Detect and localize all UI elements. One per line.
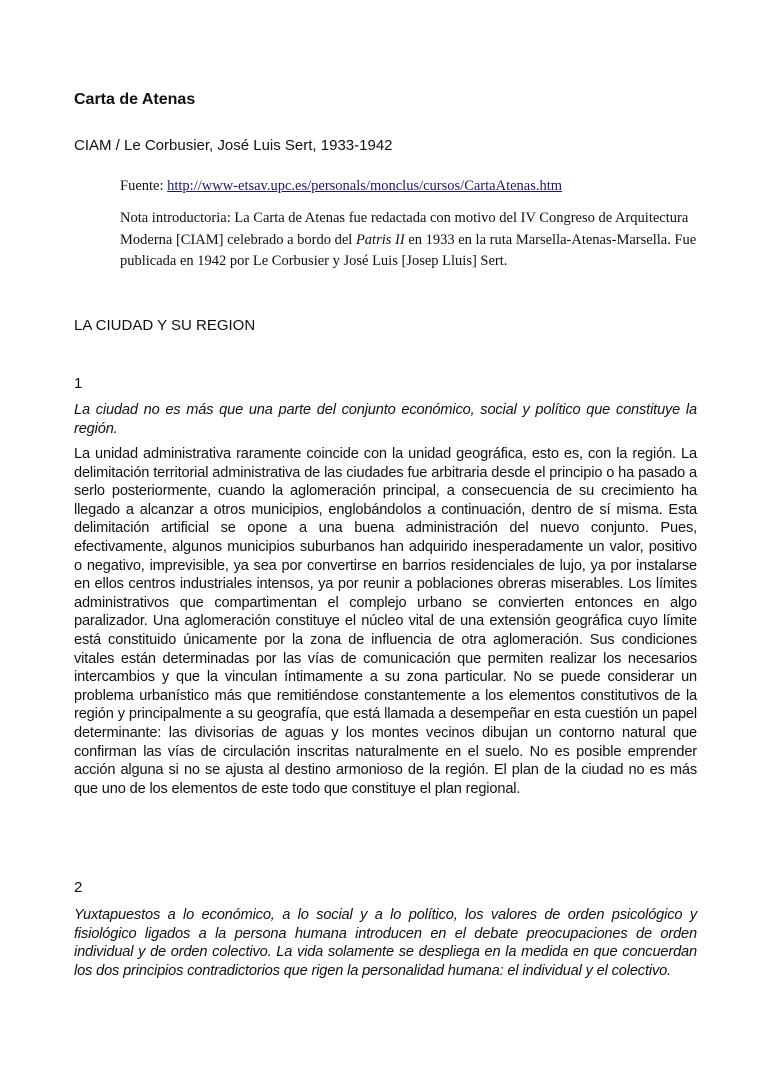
point-thesis: Yuxtapuestos a lo económico, a lo social y a lo político, los valores de orden psicológico y fisiológico ligados a la persona humana introducen en el debate preocupaciones de orden individual y de orden colectivo. La vida solamente se despliega en la medida en que concuerdan los dos principios contradictorios que rigen la personalidad humana: el individual y el colectivo. — [74, 907, 697, 979]
ship-name: Patris II — [355, 231, 405, 248]
point-thesis: La ciudad no es más que una parte del conjunto económico, social y político que constituye la región. — [74, 402, 697, 437]
document-title: Carta de Atenas — [74, 91, 196, 108]
point-body: La unidad administrativa raramente coincide con la unidad geográfica, esto es, con la región. La delimitación territorial administrativa de las ciudades fue arbitraria desde el principio o ha pasado a serlo posteriormente, cuando la aglomeración principal, a consecuencia de su crecimiento ha llegado a alcanzar a otros municipios, englobándolos a continuación, dentro de sí misma. Esta delimitación artificial se opone a una buena administración del nuevo conjunto. Pues, efectivamente, algunos municipios suburbanos han adquirido inesperadamente un valor, positivo o negativo, imprevisible, ya sea por convertirse en barrios residenciales de lujo, ya por instalarse en ellos centros industriales intensos, ya por reunir a poblaciones obreras miserables. Los límites administrativos que compartimentan el complejo urbano se convierten entonces en algo paralizador. Una aglomeración constituye el núcleo vital de una extensión geográfica cuyo límite está constituido únicamente por la zona de influencia de otra aglomeración. Sus condiciones vitales están determinadas por las vías de comunicación que permiten realizar los necesarios intercambios y que la vinculan íntimamente a su zona particular. No se puede considerar un problema urbanístico más que remitiéndose constantemente a los elementos constitutivos de la región y principalmente a su geografía, que está llamada a desempeñar en esta cuestión un papel determinante: las divisorias de aguas y los montes vecinos dibujan un contorno natural que confirman las vías de circulación inscritas naturalmente en el suelo. No es posible emprender acción alguna si no se ajusta al destino armonioso de la región. El plan de la ciudad no es más que uno de los elementos de este todo que constituye el plan regional. — [74, 446, 697, 797]
document-subtitle: CIAM / Le Corbusier, José Luis Sert, 1933-1942 — [74, 137, 393, 154]
source-line — [120, 176, 562, 196]
note-text-part2: en 1933 en la ruta Marsella-Atenas-Marsella. Fue publicada en 1942 por Le Corbusier y José Luis [Josep Lluis] Sert. — [120, 231, 697, 269]
point-number: 2 — [74, 879, 83, 896]
note-text-part1: Nota introductoria: La Carta de Atenas fue redactada con motivo del IV Congreso de Arquitectura Moderna [CIAM] celebrado a bordo del — [120, 210, 689, 248]
introductory-note — [120, 208, 700, 273]
source-link[interactable]: http://www-etsav.upc.es/personals/monclus/cursos/CartaAtenas.htm — [167, 178, 563, 194]
section-heading: LA CIUDAD Y SU REGION — [74, 317, 256, 334]
source-label: Fuente: — [120, 178, 168, 194]
point-number: 1 — [74, 375, 83, 392]
